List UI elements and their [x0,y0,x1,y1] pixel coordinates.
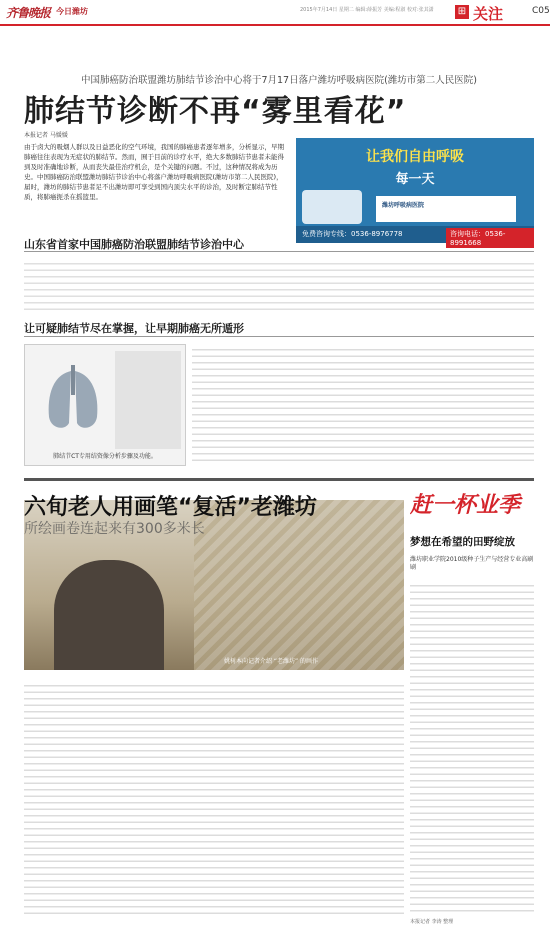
diagram-caption: 肺结节CT专用结资像分析步骤及功能。 [53,453,157,460]
section-tag: 关注 [473,5,504,23]
person-figure [54,560,164,670]
body-text-block-3 [24,680,404,916]
feature-headline: 六旬老人用画笔“复活”老潍坊 [24,495,317,520]
article-lede: 由于卤大的吸烟人群以及日益恶化的空气环境，我国的肺癌患者逐年增多，分析显示，早期肺癌往往表现为无症状的肺结节。然而，囿于目前的诊疗水平，绝大多数肺结节患者未能得到及时准确地诊断，从而丧失最佳治疗机会，是个关键的问题。不过，这种情况将成为历史。中国肺癌防治联盟潍坊肺结节诊治中心将落户潍坊呼吸病医院(潍坊市第二人民医院)，届时，潍坊的肺结节患者足不出潍坊即可享受到国内顶尖水平的诊治，及时断定肺结节性质，将肺癌扼杀在摇篮里。 [24,143,284,201]
body-text-block-2 [192,344,534,466]
page-number: C05 [532,6,550,16]
article-byline: 本报记者 马媛媛 [24,132,68,139]
page-header [0,0,550,24]
divider [24,251,534,252]
ad-hotline-badge: 咨询电话：0536-8991668 [446,228,534,248]
hospital-ad [296,138,534,247]
section-subhead-1: 山东省首家中国肺癌防治联盟肺结节诊治中心 [24,238,244,251]
issue-meta: 2015年7月14日 星期二 编辑:薛振芳 美编:程淑 校对:张其潇 [300,7,434,13]
section-name: 今日潍坊 [56,7,88,16]
section-box-icon: ⊞ [455,5,469,19]
article-headline: 肺结节诊断不再“雾里看花” [24,94,407,129]
section-subhead-2: 让可疑肺结节尽在掌握，让早期肺癌无所遁形 [24,322,244,335]
feature-subhead: 所绘画卷连起来有300多米长 [24,521,205,537]
section-divider [24,478,534,481]
ct-tool-panel [115,351,181,449]
body-text-block-1 [24,258,534,314]
ad-title: 让我们自由呼吸 [366,149,464,165]
ad-hotline-bar [296,226,534,247]
divider [24,336,534,337]
ad-hotline: 免费咨询专线：0536-8976778 [302,230,403,238]
lungs-icon [43,365,103,435]
body-text-block-4 [410,580,534,914]
badge-text: 赶一杯业季 [410,493,521,518]
column-badge [410,488,534,526]
painting-background [194,500,404,670]
ad-photo [302,190,362,224]
column-subtitle: 潍坊职业学院2010级种子生产与经营专业高刷刷 [410,556,534,571]
photo-caption: 姚树本向记者介绍 “老潍坊” 的画作 [224,658,319,665]
column-title: 梦想在希望的田野绽放 [410,536,515,548]
newspaper-logo: 齐鲁晚报 [6,6,51,20]
header-divider [0,24,550,26]
article-kicker: 中国肺癌防治联盟潍坊肺结节诊治中心将于7月17日落户潍坊呼吸病医院(潍坊市第二人民医院) [80,75,478,86]
hospital-logo: 潍坊呼吸病医院 [376,196,516,222]
ad-subtitle: 每一天 [395,172,435,187]
column-footer: 本报记者 李涛 整理 [410,919,454,925]
ct-diagram [24,344,186,466]
